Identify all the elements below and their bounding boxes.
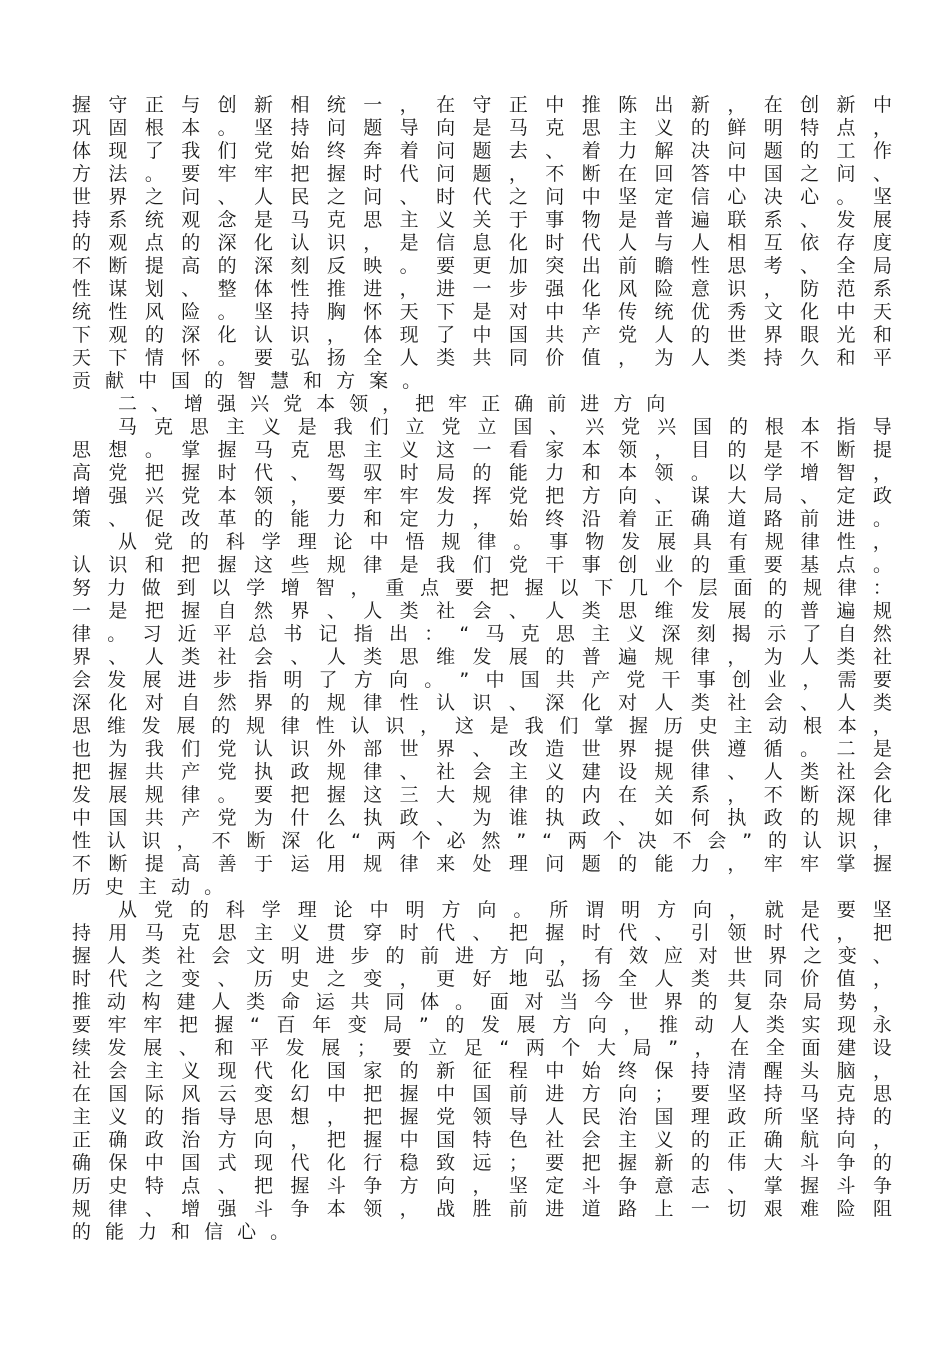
text-line: 统 性 风 险 。 坚 持 胸 怀 天 下 是 对 中 华 传 统 优 秀 文 化 中 天 bbox=[72, 301, 892, 323]
text-line: 方 法 。 要 牢 牢 把 握 时 代 问 题 ， 不 断 在 回 答 中 国 之 问 、 bbox=[72, 163, 892, 185]
text-line: 马 克 思 主 义 是 我 们 立 党 立 国 、 兴 党 兴 国 的 根 本 指 导 bbox=[118, 416, 892, 438]
text-line: 的 能 力 和 信 心 。 bbox=[72, 1221, 290, 1243]
text-line: 认 识 和 把 握 这 些 规 律 是 我 们 党 干 事 创 业 的 重 要 基 点 。 bbox=[72, 554, 892, 576]
text-line: 律 。 习 近 平 总 书 记 指 出 ： “ 马 克 思 主 义 深 刻 揭 示 了 自 然 bbox=[72, 623, 892, 645]
text-line: 不 断 提 高 的 深 刻 反 映 。 要 更 加 突 出 前 瞻 性 思 考 、 全 局 bbox=[72, 255, 892, 277]
text-line: 策 、 促 改 革 的 能 力 和 定 力 ， 始 终 沿 着 正 确 道 路 前 进 。 bbox=[72, 508, 892, 530]
text-line: 世 界 之 问 、 人 民 之 问 、 时 代 之 问 中 坚 定 信 心 决 心 。 坚 bbox=[72, 186, 892, 208]
text-line: 从 党 的 科 学 理 论 中 明 方 向 。 所 谓 明 方 向 ， 就 是 要 坚 bbox=[118, 899, 892, 921]
text-line: 持 用 马 克 思 主 义 贯 穿 时 代 、 把 握 时 代 、 引 领 时 代 ， 把 bbox=[72, 922, 892, 944]
document-body bbox=[72, 94, 892, 1244]
text-line: 思 想 。 掌 握 马 克 思 主 义 这 一 看 家 本 领 ， 目 的 是 不 断 提 bbox=[72, 439, 892, 461]
text-line: 体 现 了 我 们 党 始 终 奔 着 问 题 去 、 着 力 解 决 问 题 的 工 作 bbox=[72, 140, 892, 162]
text-line: 主 义 的 指 导 思 想 ， 把 握 党 领 导 人 民 治 国 理 政 所 坚 持 的 bbox=[72, 1106, 892, 1128]
text-line: 深 化 对 自 然 界 的 规 律 性 认 识 、 深 化 对 人 类 社 会 、 人 类 bbox=[72, 692, 892, 714]
text-line: 高 党 把 握 时 代 、 驾 驭 时 局 的 能 力 和 本 领 。 以 学 增 智 ， bbox=[72, 462, 892, 484]
text-line: 把 握 共 产 党 执 政 规 律 、 社 会 主 义 建 设 规 律 、 人 类 社 会 bbox=[72, 761, 892, 783]
text-line: 思 维 发 展 的 规 律 性 认 识 ， 这 是 我 们 掌 握 历 史 主 动 根 本 ， bbox=[72, 715, 892, 737]
text-line: 握 守 正 与 创 新 相 统 一 ， 在 守 正 中 推 陈 出 新 ， 在 创 新 中 bbox=[72, 94, 892, 116]
text-line: 要 牢 牢 把 握 “ 百 年 变 局 ” 的 发 展 方 向 ， 推 动 人 类 实 现 永 bbox=[72, 1014, 892, 1036]
text-line: 天 下 情 怀 。 要 弘 扬 全 人 类 共 同 价 值 ， 为 人 类 持 久 和 平 bbox=[72, 347, 892, 369]
text-line: 中 国 共 产 党 为 什 么 执 政 、 为 谁 执 政 、 如 何 执 政 的 规 律 bbox=[72, 807, 892, 829]
text-line: 界 、 人 类 社 会 、 人 类 思 维 发 展 的 普 遍 规 律 ， 为 人 类 社 bbox=[72, 646, 892, 668]
text-line: 时 代 之 变 、 历 史 之 变 ， 更 好 地 弘 扬 全 人 类 共 同 价 值 ， bbox=[72, 968, 892, 990]
text-line: 性 谋 划 、 整 体 性 推 进 ， 进 一 步 强 化 风 险 意 识 ， 防 范 系 bbox=[72, 278, 892, 300]
text-line: 性 认 识 ， 不 断 深 化 “ 两 个 必 然 ” “ 两 个 决 不 会 ” 的 认 识 ， bbox=[72, 830, 892, 852]
text-line: 正 确 政 治 方 向 ， 把 握 中 国 特 色 社 会 主 义 的 正 确 航 向 ， bbox=[72, 1129, 892, 1151]
text-line: 历 史 特 点 、 把 握 斗 争 方 向 ， 坚 定 斗 争 意 志 、 掌 握 斗 争 bbox=[72, 1175, 892, 1197]
text-line: 一 是 把 握 自 然 界 、 人 类 社 会 、 人 类 思 维 发 展 的 普 遍 规 bbox=[72, 600, 892, 622]
text-line: 规 律 、 增 强 斗 争 本 领 ， 战 胜 前 进 道 路 上 一 切 艰 难 险 阻 bbox=[72, 1198, 892, 1220]
text-line: 推 动 构 建 人 类 命 运 共 同 体 。 面 对 当 今 世 界 的 复 杂 局 势 ， bbox=[72, 991, 892, 1013]
text-line: 不 断 提 高 善 于 运 用 规 律 来 处 理 问 题 的 能 力 ， 牢 牢 掌 握 bbox=[72, 853, 892, 875]
text-line: 握 人 类 社 会 文 明 进 步 的 前 进 方 向 ， 有 效 应 对 世 界 之 变 、 bbox=[72, 945, 892, 967]
section-heading: 二 、 增 强 兴 党 本 领 ， 把 牢 正 确 前 进 方 向 bbox=[118, 393, 666, 415]
text-line: 从 党 的 科 学 理 论 中 悟 规 律 。 事 物 发 展 具 有 规 律 性 ， bbox=[118, 531, 892, 553]
text-line: 巩 固 根 本 。 坚 持 问 题 导 向 是 马 克 思 主 义 的 鲜 明 特 点 ， bbox=[72, 117, 892, 139]
text-line: 努 力 做 到 以 学 增 智 ， 重 点 要 把 握 以 下 几 个 层 面 的 规 律 ： bbox=[72, 577, 892, 599]
text-line: 也 为 我 们 党 认 识 外 部 世 界 、 改 造 世 界 提 供 遵 循 。 二 是 bbox=[72, 738, 892, 760]
text-line: 确 保 中 国 式 现 代 化 行 稳 致 远 ； 要 把 握 新 的 伟 大 斗 争 的 bbox=[72, 1152, 892, 1174]
text-line: 贡 献 中 国 的 智 慧 和 方 案 。 bbox=[72, 370, 422, 392]
text-line: 在 国 际 风 云 变 幻 中 把 握 中 国 前 进 方 向 ； 要 坚 持 马 克 思 bbox=[72, 1083, 892, 1105]
text-line: 的 观 点 的 深 化 认 识 ， 是 信 息 化 时 代 人 与 人 相 互 依 存 度 bbox=[72, 232, 892, 254]
text-line: 历 史 主 动 。 bbox=[72, 876, 224, 898]
text-line: 社 会 主 义 现 代 化 国 家 的 新 征 程 中 始 终 保 持 清 醒 头 脑 ， bbox=[72, 1060, 892, 1082]
text-line: 持 系 统 观 念 是 马 克 思 主 义 关 于 事 物 是 普 遍 联 系 、 发 展 bbox=[72, 209, 892, 231]
text-line: 增 强 兴 党 本 领 ， 要 牢 牢 发 挥 党 把 方 向 、 谋 大 局 、 定 政 bbox=[72, 485, 892, 507]
text-line: 会 发 展 进 步 指 明 了 方 向 。 ” 中 国 共 产 党 干 事 创 业 ， 需 要 bbox=[72, 669, 892, 691]
text-line: 续 发 展 、 和 平 发 展 ； 要 立 足 “ 两 个 大 局 ” ， 在 全 面 建 设 bbox=[72, 1037, 892, 1059]
text-line: 发 展 规 律 。 要 把 握 这 三 大 规 律 的 内 在 关 系 ， 不 断 深 化 bbox=[72, 784, 892, 806]
text-line: 下 观 的 深 化 认 识 ， 体 现 了 中 国 共 产 党 人 的 世 界 眼 光 和 bbox=[72, 324, 892, 346]
